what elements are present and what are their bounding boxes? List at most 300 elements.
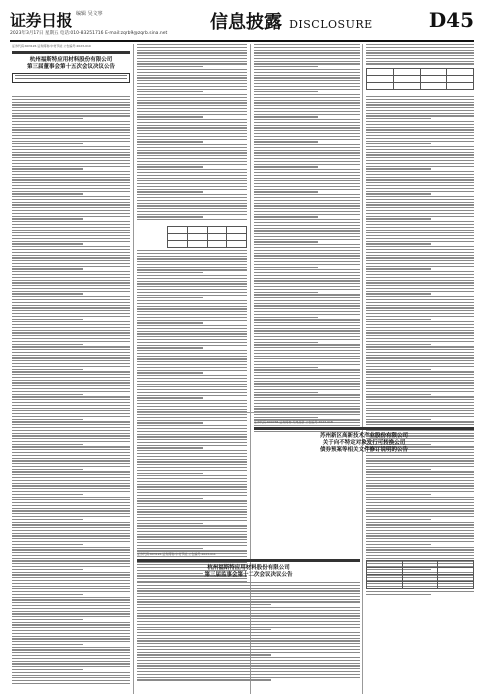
- text-line: [254, 216, 318, 217]
- text-line: [137, 136, 247, 137]
- text-line: [366, 199, 474, 200]
- page-number: D45: [428, 8, 474, 32]
- text-line: [137, 643, 360, 644]
- text-line: [366, 413, 474, 414]
- text-line: [12, 188, 130, 189]
- text-line: [366, 160, 474, 161]
- text-line: [12, 293, 83, 294]
- text-line: [254, 350, 360, 351]
- text-line: [12, 616, 130, 617]
- text-line: [254, 100, 360, 101]
- text-line: [12, 299, 130, 300]
- announcement-block: [137, 552, 360, 579]
- text-line: [12, 241, 130, 242]
- text-line: [12, 346, 130, 347]
- text-line: [137, 495, 247, 496]
- text-line: [254, 372, 360, 373]
- text-line: [254, 222, 360, 223]
- text-line: [12, 605, 130, 606]
- text-line: [12, 683, 130, 684]
- text-line: [137, 378, 247, 379]
- text-line: [137, 203, 247, 204]
- text-line: [254, 203, 360, 204]
- text-line: [12, 466, 130, 467]
- text-line: [137, 498, 203, 499]
- text-line: [366, 185, 474, 186]
- text-line: [137, 119, 247, 120]
- text-line: [137, 339, 247, 340]
- text-line: [12, 221, 130, 222]
- announcement-block-2: [254, 420, 474, 454]
- text-line: [137, 615, 360, 616]
- text-line: [12, 491, 130, 492]
- text-line: [137, 364, 247, 365]
- text-line: [137, 94, 247, 95]
- text-line: [137, 144, 247, 145]
- text-line: [12, 316, 130, 317]
- text-line: [137, 503, 247, 504]
- text-line: [254, 239, 360, 240]
- text-line: [12, 572, 130, 573]
- text-line: [12, 563, 130, 564]
- text-line: [12, 330, 130, 331]
- text-line: [366, 179, 474, 180]
- text-line: [366, 255, 474, 256]
- text-line: [137, 55, 247, 56]
- text-line: [137, 442, 247, 443]
- text-line: [254, 230, 360, 231]
- text-line: [254, 305, 360, 306]
- text-line: [254, 200, 360, 201]
- text-line: [137, 467, 247, 468]
- text-line: [366, 202, 474, 203]
- section-header: [210, 8, 373, 34]
- text-line: [12, 652, 130, 653]
- text-line: [12, 371, 130, 372]
- text-line: [137, 155, 247, 156]
- text-line: [12, 232, 130, 233]
- text-line: [254, 161, 360, 162]
- text-line: [366, 44, 474, 45]
- text-line: [137, 111, 247, 112]
- text-line: [254, 303, 360, 304]
- text-line: [12, 424, 130, 425]
- text-line: [12, 96, 130, 97]
- text-line: [254, 392, 318, 393]
- text-line: [137, 342, 247, 343]
- text-line: [137, 422, 203, 423]
- text-line: [137, 525, 247, 526]
- text-line: [254, 58, 360, 59]
- text-line: [366, 135, 474, 136]
- text-line: [366, 471, 474, 472]
- text-line: [12, 622, 130, 623]
- text-line: [366, 535, 474, 536]
- text-line: [137, 66, 203, 67]
- text-line: [137, 80, 247, 81]
- text-line: [254, 205, 360, 206]
- text-line: [12, 458, 130, 459]
- text-line: [12, 430, 130, 431]
- text-line: [137, 417, 247, 418]
- text-line: [137, 295, 247, 296]
- text-line: [12, 135, 130, 136]
- text-line: [137, 91, 203, 92]
- text-line: [254, 275, 360, 276]
- text-line: [254, 308, 360, 309]
- text-line: [12, 544, 83, 545]
- text-line: [254, 197, 360, 198]
- body-text: [137, 250, 247, 584]
- text-line: [12, 199, 130, 200]
- text-line: [254, 364, 360, 365]
- text-line: [254, 108, 360, 109]
- text-line: [12, 246, 130, 247]
- text-line: [137, 679, 271, 680]
- text-line: [254, 322, 360, 323]
- text-line: [12, 510, 130, 511]
- text-line: [366, 341, 474, 342]
- text-line: [366, 366, 474, 367]
- text-line: [137, 635, 360, 636]
- text-line: [366, 154, 474, 155]
- text-line: [366, 591, 474, 592]
- text-line: [366, 166, 474, 167]
- text-line: [137, 133, 247, 134]
- text-line: [12, 374, 130, 375]
- text-line: [137, 300, 247, 301]
- text-line: [137, 311, 247, 312]
- text-line: [137, 677, 360, 678]
- text-line: [137, 275, 247, 276]
- text-line: [254, 169, 360, 170]
- text-line: [137, 105, 247, 106]
- newspaper-logo: 证券日报: [10, 11, 73, 30]
- text-line: [137, 272, 203, 273]
- text-line: [137, 130, 247, 131]
- text-line: [366, 168, 431, 169]
- text-line: [366, 541, 474, 542]
- text-line: [137, 599, 360, 600]
- text-line: [12, 196, 130, 197]
- text-line: [366, 246, 474, 247]
- text-line: [137, 534, 247, 535]
- text-line: [137, 72, 247, 73]
- text-line: [254, 127, 360, 128]
- dateline: 2023年3月17日 星期五 电话:010-83251716 E-mail:zqrb9@zqrb.sina.net: [10, 31, 168, 36]
- text-line: [366, 132, 474, 133]
- text-line: [137, 520, 247, 521]
- text-line: [137, 347, 203, 348]
- text-line: [366, 299, 474, 300]
- text-line: [137, 325, 247, 326]
- text-line: [366, 524, 474, 525]
- text-line: [12, 524, 130, 525]
- text-line: [12, 193, 83, 194]
- text-line: [137, 613, 360, 614]
- text-line: [137, 536, 247, 537]
- text-line: [366, 124, 474, 125]
- text-line: [12, 313, 130, 314]
- text-line: [137, 208, 247, 209]
- text-line: [366, 107, 474, 108]
- text-line: [254, 94, 360, 95]
- text-line: [254, 406, 360, 407]
- text-line: [366, 399, 474, 400]
- text-line: [366, 499, 474, 500]
- text-line: [254, 186, 360, 187]
- text-line: [12, 513, 130, 514]
- text-line: [137, 63, 247, 64]
- text-line: [254, 253, 360, 254]
- text-line: [137, 439, 247, 440]
- text-line: [254, 130, 360, 131]
- text-line: [254, 63, 360, 64]
- text-line: [137, 86, 247, 87]
- text-line: [254, 297, 360, 298]
- text-line: [366, 104, 474, 105]
- text-line: [254, 394, 360, 395]
- text-line: [366, 285, 474, 286]
- section-divider: [137, 412, 360, 413]
- text-line: [254, 139, 360, 140]
- text-line: [366, 355, 474, 356]
- text-line: [366, 327, 474, 328]
- text-line: [366, 271, 474, 272]
- text-line: [137, 175, 247, 176]
- text-line: [12, 207, 130, 208]
- text-line: [12, 649, 130, 650]
- text-line: [12, 235, 130, 236]
- text-line: [137, 629, 271, 630]
- text-line: [366, 405, 474, 406]
- text-line: [137, 481, 247, 482]
- text-line: [12, 611, 130, 612]
- text-line: [12, 224, 130, 225]
- text-line: [137, 607, 360, 608]
- notice-box: [12, 73, 130, 83]
- text-line: [366, 321, 474, 322]
- text-line: [254, 77, 360, 78]
- text-line: [12, 177, 130, 178]
- text-line: [12, 327, 130, 328]
- text-line: [137, 486, 247, 487]
- editor-credit: 编辑 吴文寧: [76, 11, 103, 17]
- text-line: [137, 445, 247, 446]
- text-line: [137, 322, 203, 323]
- text-line: [366, 152, 474, 153]
- text-line: [366, 235, 474, 236]
- text-line: [12, 460, 130, 461]
- text-line: [12, 538, 130, 539]
- text-line: [366, 458, 474, 459]
- text-line: [12, 558, 130, 559]
- text-line: [366, 555, 474, 556]
- text-line: [137, 361, 247, 362]
- text-line: [12, 680, 130, 681]
- text-line: [12, 110, 130, 111]
- text-line: [366, 58, 474, 59]
- text-line: [12, 677, 130, 678]
- text-line: [12, 535, 130, 536]
- text-line: [366, 485, 474, 486]
- text-line: [137, 601, 360, 602]
- announcement-company: 杭州福斯特应用材料股份有限公司: [29, 57, 113, 63]
- text-line: [254, 283, 360, 284]
- text-line: [366, 118, 431, 119]
- masthead: [10, 6, 474, 42]
- text-line: [137, 389, 247, 390]
- text-line: [12, 257, 130, 258]
- text-line: [254, 133, 360, 134]
- text-line: [12, 552, 130, 553]
- text-line: [366, 204, 474, 205]
- text-line: [254, 172, 360, 173]
- text-line: [137, 44, 247, 45]
- text-line: [137, 278, 247, 279]
- text-line: [254, 328, 360, 329]
- announcement-company: 杭州福斯特应用材料股份有限公司: [207, 565, 290, 571]
- text-line: [12, 143, 83, 144]
- text-line: [254, 178, 360, 179]
- text-line: [366, 99, 474, 100]
- text-line: [12, 115, 130, 116]
- text-line: [12, 166, 130, 167]
- text-line: [12, 505, 130, 506]
- section-title-en: DISCLOSURE: [289, 18, 373, 31]
- text-line: [366, 121, 474, 122]
- column-divider: [133, 44, 134, 694]
- text-line: [12, 597, 130, 598]
- text-line: [366, 268, 431, 269]
- text-line: [137, 489, 247, 490]
- body-text: [254, 44, 360, 433]
- text-line: [137, 392, 247, 393]
- text-line: [366, 47, 474, 48]
- text-line: [366, 316, 474, 317]
- data-table: [366, 68, 474, 90]
- text-line: [254, 152, 360, 153]
- text-line: [366, 463, 474, 464]
- text-line: [137, 141, 203, 142]
- text-line: [12, 399, 130, 400]
- announcement-meta: 证券代码:600736 证券简称:苏州高新 公告编号:2023-018: [254, 420, 333, 424]
- text-line: [137, 663, 360, 664]
- text-line: [366, 224, 474, 225]
- text-line: [366, 491, 474, 492]
- text-line: [12, 369, 83, 370]
- text-line: [12, 141, 130, 142]
- data-table: [167, 226, 247, 248]
- text-line: [12, 238, 130, 239]
- text-line: [12, 355, 130, 356]
- text-line: [254, 403, 360, 404]
- text-line: [137, 100, 247, 101]
- text-line: [12, 213, 130, 214]
- text-line: [254, 189, 360, 190]
- text-line: [137, 83, 247, 84]
- text-line: [137, 114, 247, 115]
- text-line: [366, 110, 474, 111]
- text-line: [137, 264, 247, 265]
- text-line: [137, 336, 247, 337]
- text-line: [12, 274, 130, 275]
- text-line: [366, 552, 474, 553]
- text-line: [366, 522, 474, 523]
- text-line: [366, 129, 474, 130]
- text-line: [366, 335, 474, 336]
- text-line: [137, 403, 247, 404]
- text-line: [254, 314, 360, 315]
- text-line: [137, 397, 203, 398]
- text-line: [12, 530, 130, 531]
- text-line: [137, 604, 271, 605]
- text-line: [366, 402, 474, 403]
- text-line: [12, 277, 130, 278]
- body-text: [12, 96, 130, 686]
- text-line: [137, 618, 360, 619]
- text-line: [12, 249, 130, 250]
- text-line: [254, 66, 318, 67]
- text-line: [366, 257, 474, 258]
- text-line: [137, 548, 203, 549]
- text-line: [254, 47, 360, 48]
- text-line: [254, 269, 360, 270]
- text-line: [137, 367, 247, 368]
- text-line: [366, 513, 474, 514]
- text-line: [137, 269, 247, 270]
- text-line: [137, 506, 247, 507]
- text-line: [254, 144, 360, 145]
- text-line: [254, 211, 360, 212]
- text-line: [137, 97, 247, 98]
- text-line: [12, 127, 130, 128]
- text-line: [366, 330, 474, 331]
- text-line: [254, 75, 360, 76]
- text-line: [137, 668, 360, 669]
- text-line: [12, 641, 130, 642]
- text-line: [12, 260, 130, 261]
- text-line: [137, 638, 360, 639]
- text-line: [254, 300, 360, 301]
- text-line: [366, 232, 474, 233]
- text-line: [12, 307, 130, 308]
- text-line: [12, 171, 130, 172]
- text-line: [137, 473, 203, 474]
- text-line: [366, 497, 474, 498]
- text-line: [137, 58, 247, 59]
- text-line: [254, 317, 318, 318]
- text-line: [12, 497, 130, 498]
- text-line: [12, 218, 83, 219]
- text-line: [137, 158, 247, 159]
- text-line: [254, 102, 360, 103]
- text-line: [12, 661, 130, 662]
- text-line: [254, 147, 360, 148]
- text-line: [366, 349, 474, 350]
- text-line: [366, 96, 474, 97]
- text-line: [12, 477, 130, 478]
- text-line: [12, 352, 130, 353]
- text-line: [254, 97, 360, 98]
- text-line: [12, 154, 130, 155]
- text-line: [12, 541, 130, 542]
- text-line: [137, 328, 247, 329]
- text-line: [12, 160, 130, 161]
- text-line: [254, 114, 360, 115]
- text-line: [137, 139, 247, 140]
- text-line: [137, 306, 247, 307]
